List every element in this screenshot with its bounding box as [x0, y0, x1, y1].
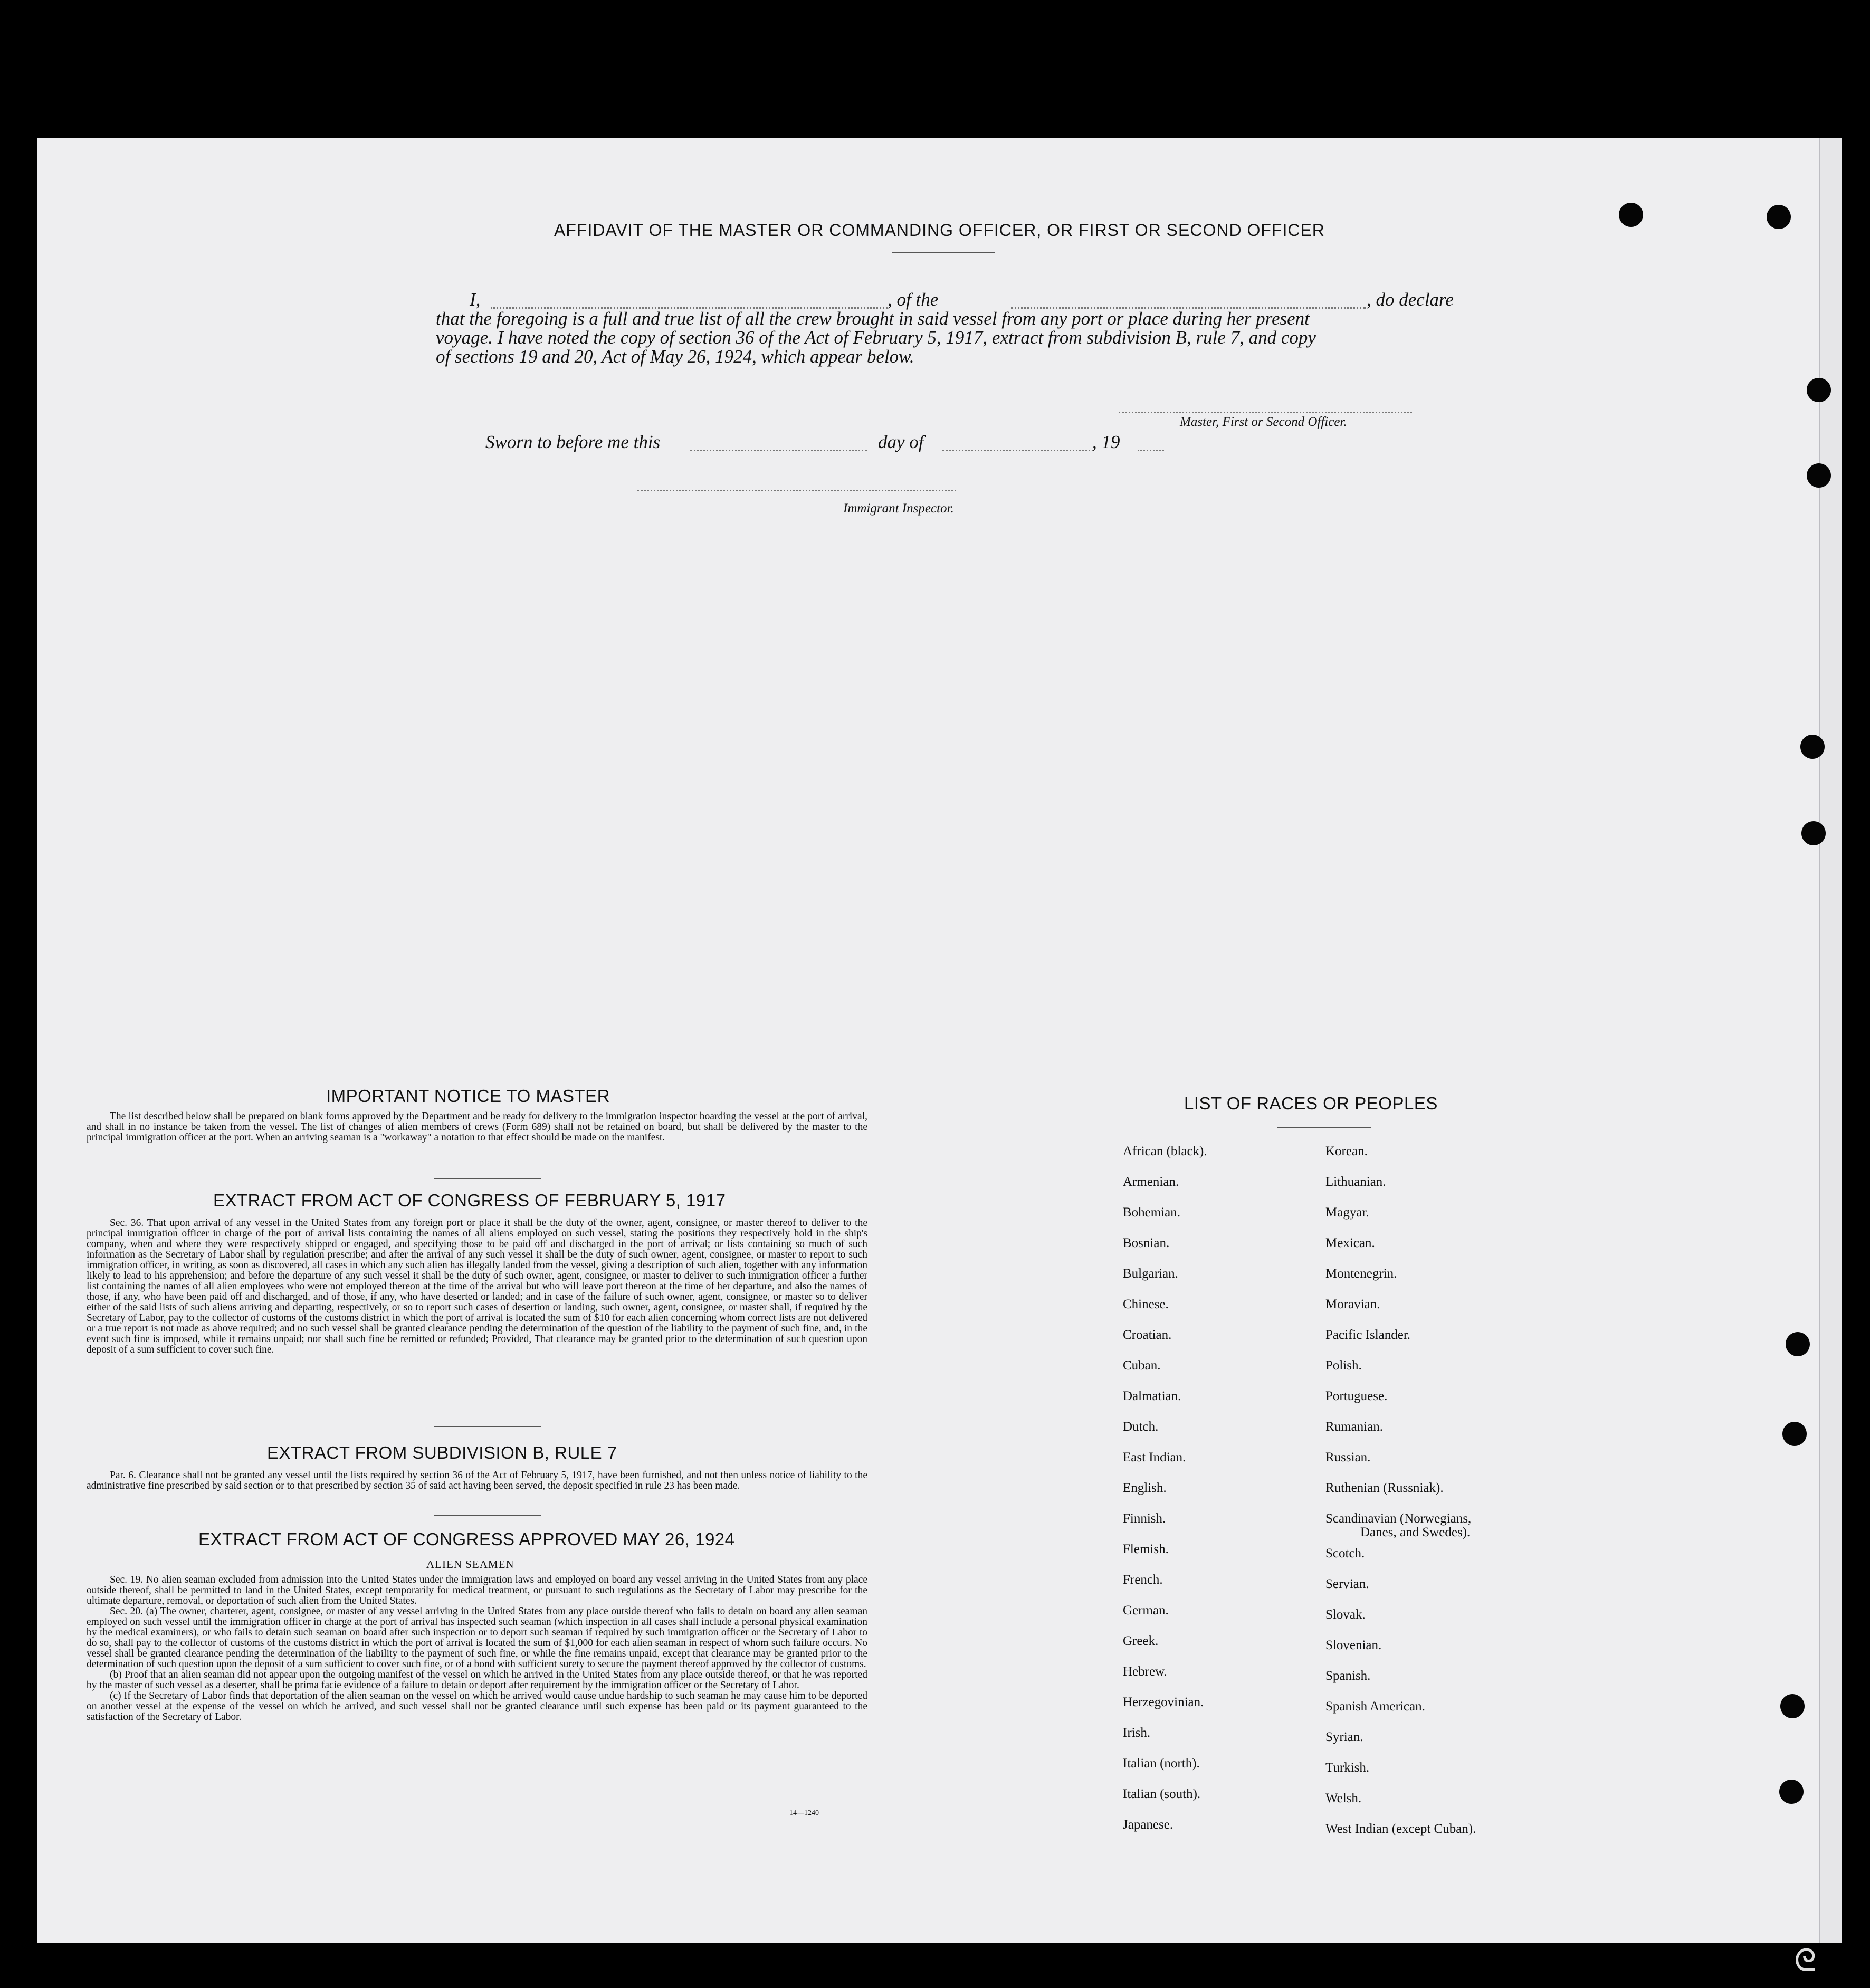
- extract-rule7-title: EXTRACT FROM SUBDIVISION B, RULE 7: [267, 1443, 617, 1462]
- sworn-month-blank-field: [942, 450, 1094, 451]
- race-item-left: African (black).: [1123, 1144, 1207, 1158]
- race-item-left: French.: [1123, 1573, 1163, 1587]
- race-item-left: Croatian.: [1123, 1328, 1172, 1342]
- race-item-right: Spanish American.: [1325, 1699, 1425, 1714]
- sworn-prefix: Sworn to before me this: [485, 432, 661, 452]
- title-underline: [892, 252, 995, 253]
- race-item-right: Rumanian.: [1325, 1420, 1384, 1434]
- punch-hole-icon: [1800, 735, 1825, 759]
- race-item-right: Pacific Islander.: [1325, 1328, 1411, 1342]
- race-item-left: Italian (north).: [1123, 1756, 1200, 1771]
- master-signature-label: Master, First or Second Officer.: [1180, 415, 1347, 429]
- race-item-left: Herzegovinian.: [1123, 1695, 1204, 1709]
- races-title: LIST OF RACES OR PEOPLES: [1184, 1093, 1438, 1113]
- punch-hole-icon: [1801, 821, 1826, 845]
- sec-19-paragraph: Sec. 19. No alien seaman excluded from admission into the United States under the immigration laws and employed on board any vessel arriving in the United States from any place outside thereof, shall be permitted to land in the United States, except temporarily for medical treatment, or pursuant to such regulations as the Secretary of Labor may prescribe for the ultimate departure, removal, or deportation of such alien from the United States.: [87, 1574, 867, 1606]
- race-item-right: Slovak.: [1325, 1607, 1366, 1622]
- punch-hole-icon: [1767, 205, 1791, 229]
- notice-divider: [434, 1178, 541, 1179]
- race-item-right: Polish.: [1325, 1358, 1362, 1373]
- race-item-left: Finnish.: [1123, 1511, 1166, 1526]
- race-item-left: Bosnian.: [1123, 1236, 1170, 1250]
- race-item-right: Montenegrin.: [1325, 1267, 1397, 1281]
- punch-hole-icon: [1619, 203, 1643, 227]
- race-item-right: Slovenian.: [1325, 1638, 1382, 1652]
- race-item-right: Scotch.: [1325, 1546, 1365, 1561]
- race-item-left: Dutch.: [1123, 1420, 1159, 1434]
- sworn-day-of: day of: [878, 432, 924, 452]
- extract-1924-body: [87, 1575, 867, 1723]
- race-item-right: Syrian.: [1325, 1730, 1363, 1744]
- race-item-right: Scandinavian (Norwegians,: [1325, 1511, 1472, 1526]
- sworn-year: , 19: [1092, 432, 1120, 452]
- extract-1924-title: EXTRACT FROM ACT OF CONGRESS APPROVED MAY 26, 1924: [198, 1529, 735, 1549]
- page-fold-edge: [1819, 138, 1842, 1943]
- race-item-left: Bulgarian.: [1123, 1267, 1178, 1281]
- race-item-right: Russian.: [1325, 1450, 1371, 1464]
- extract-1917-divider: [434, 1426, 541, 1427]
- sworn-day-blank-field: [690, 450, 867, 451]
- race-continuation: Danes, and Swedes).: [1360, 1525, 1471, 1539]
- notice-title: IMPORTANT NOTICE TO MASTER: [326, 1086, 610, 1106]
- punch-hole-icon: [1782, 1422, 1807, 1446]
- affidavit-i: I,: [470, 289, 481, 310]
- races-divider: [1277, 1127, 1371, 1128]
- race-item-left: Greek.: [1123, 1634, 1159, 1648]
- notice-body: [87, 1111, 867, 1143]
- race-item-left: Flemish.: [1123, 1542, 1169, 1556]
- punch-hole-icon: [1780, 1694, 1805, 1718]
- punch-hole-icon: [1779, 1780, 1804, 1804]
- punch-hole-icon: [1807, 463, 1831, 488]
- race-item-right: Magyar.: [1325, 1205, 1369, 1220]
- affidavit-line-3: voyage. I have noted the copy of section 36 of the Act of February 5, 1917, extract from subdivision B, rule 7, and copy: [436, 327, 1316, 348]
- race-item-right: Welsh.: [1325, 1791, 1362, 1805]
- form-code: 14—1240: [789, 1809, 819, 1817]
- race-item-left: Japanese.: [1123, 1818, 1173, 1832]
- affidavit-declare: , do declare: [1367, 289, 1454, 310]
- sworn-line: [485, 432, 1203, 455]
- punch-hole-icon: [1807, 378, 1831, 402]
- par-6-paragraph: Par. 6. Clearance shall not be granted any vessel until the lists required by section 36 of the Act of February 5, 1917, have been furnished, and not then unless notice of liability to the administrative fine prescribed by said section or to that prescribed by section 35 of said act having been served, the deposit specified in rule 23 has been made.: [87, 1470, 867, 1491]
- sec-20a-paragraph: Sec. 20. (a) The owner, charterer, agent, consignee, or master of any vessel arriving in the United States from any place outside thereof who fails to detain on board any alien seaman employed on such vessel until the immigration officer in charge at the port of arrival has inspected such seaman (which inspection in all cases shall include a personal physical examination by the medical examiners), or who fails to detain such seaman on board after such inspection or to deport such seaman if required by such immigration officer or the Secretary of Labor to do so, shall pay to the collector of customs of the customs district in which the port of arrival is located the sum of $1,000 for each alien seaman in respect of whom such failure occurs. No vessel shall be granted clearance pending the determination of the liability to the payment of such fine, or while the fine remains unpaid, except that clearance may be granted prior to the determination of such question upon the deposit of a sum sufficient to cover such fine, or of a bond with sufficient surety to secure the payment thereof approved by the collector of customs.: [87, 1606, 867, 1670]
- sec-36-paragraph: Sec. 36. That upon arrival of any vessel in the United States from any foreign port or place it shall be the duty of the owner, agent, consignee, or master thereof to deliver to the principal immigration officer in charge of the port of arrival lists containing the names of all aliens employed on such vessel, stating the positions they respectively hold in the ship's company, when and where they were respectively shipped or engaged, and specifying those to be paid off and discharged in the port of arrival; or lists containing so much of such information as the Secretary of Labor shall by regulation prescribe; and after the arrival of any such vessel it shall be the duty of such owner, agent, consignee, or master to report to such immigration officer, in writing, as soon as discovered, all cases in which any such alien has illegally landed from the vessel, giving a description of such alien, together with any information likely to lead to his apprehension; and before the departure of any such vessel it shall be the duty of such owner, agent, consignee, or master to deliver to such immigration officer a further list containing the names of all alien employees who were not employed thereon at the time of the arrival but who will leave port thereon at the time of her departure, and also the names of those, if any, who have been paid off and discharged, and of those, if any, who have deserted or landed; and in case of the failure of such owner, agent, consignee, or master so to deliver either of the said lists of such aliens arriving and departing, respectively, or so to report such cases of desertion or landing, such owner, agent, consignee, or master shall, if required by the Secretary of Labor, pay to the collector of customs of the customs district in which the port of arrival is located the sum of $10 for each alien concerning whom correct lists are not delivered or a true report is not made as above required; and no such vessel shall be granted clearance pending the determination of the question of the liability to the payment of such fine, and, in the event such fine is imposed, while it remains unpaid; nor shall such fine be remitted or refunded; Provided, That clearance may be granted prior to the determination of such question upon deposit of a sum sufficient to cover such fine.: [87, 1217, 867, 1355]
- race-item-left: English.: [1123, 1481, 1167, 1495]
- race-item-left: Bohemian.: [1123, 1205, 1181, 1220]
- race-item-right: Spanish.: [1325, 1669, 1371, 1683]
- master-signature-line: [1119, 412, 1412, 413]
- race-item-right: Turkish.: [1325, 1761, 1370, 1775]
- race-item-left: Cuban.: [1123, 1358, 1161, 1373]
- affidavit-line-2: that the foregoing is a full and true list of all the crew brought in said vessel from any port or place during her present: [436, 308, 1310, 329]
- race-item-right: Moravian.: [1325, 1297, 1380, 1311]
- race-item-right: Servian.: [1325, 1577, 1369, 1591]
- race-item-left: Dalmatian.: [1123, 1389, 1181, 1403]
- race-item-right: Portuguese.: [1325, 1389, 1388, 1403]
- race-item-left: Chinese.: [1123, 1297, 1169, 1311]
- sec-20b-paragraph: (b) Proof that an alien seaman did not appear upon the outgoing manifest of the vessel on which he arrived in the United States from any place outside thereof, or that he was reported by the master of such vessel as a deserter, shall be prima facie evidence of a failure to detain or deport after requirement by the immigration officer or the Secretary of Labor.: [87, 1669, 867, 1691]
- sec-20c-paragraph: (c) If the Secretary of Labor finds that deportation of the alien seaman on the vessel on which he arrived would cause undue hardship to such seaman he may cause him to be deported on another vessel at the expense of the vessel on which he arrived, and such vessel shall not be granted clearance until such expense has been paid or its payment guaranteed to the satisfaction of the Secretary of Labor.: [87, 1690, 867, 1723]
- extract-1917-body: [87, 1218, 867, 1355]
- handwritten-edge-mark-icon: ᘓ: [1794, 1942, 1817, 1979]
- punch-hole-icon: [1786, 1332, 1810, 1356]
- race-item-right: Ruthenian (Russniak).: [1325, 1481, 1444, 1495]
- notice-paragraph: The list described below shall be prepared on blank forms approved by the Department and be ready for delivery to the immigration inspector boarding the vessel at the port of arrival, and shall in no instance be taken from the vessel. The list of changes of alien members of crews (Form 689) shall not be retained on board, but shall be delivered by the master to the principal immigration officer at the port. When an arriving seaman is a "workaway" a notation to that effect should be made on the manifest.: [87, 1111, 867, 1143]
- inspector-signature-line: [637, 490, 956, 491]
- affidavit-title: AFFIDAVIT OF THE MASTER OR COMMANDING OFFICER, OR FIRST OR SECOND OFFICER: [554, 221, 1325, 240]
- race-item-left: Irish.: [1123, 1726, 1151, 1740]
- race-item-right: Lithuanian.: [1325, 1175, 1386, 1189]
- race-item-left: Hebrew.: [1123, 1664, 1167, 1679]
- extract-1924-subtitle: ALIEN SEAMEN: [426, 1558, 514, 1571]
- sworn-year-blank-field: [1138, 450, 1164, 451]
- race-item-right: Korean.: [1325, 1144, 1368, 1158]
- extract-1917-title: EXTRACT FROM ACT OF CONGRESS OF FEBRUARY 5, 1917: [213, 1191, 726, 1210]
- extract-rule7-divider: [434, 1515, 541, 1516]
- affidavit-of-the: , of the: [888, 289, 939, 310]
- race-item-left: Italian (south).: [1123, 1787, 1201, 1801]
- race-item-left: East Indian.: [1123, 1450, 1186, 1464]
- affidavit-line-4: of sections 19 and 20, Act of May 26, 1924, which appear below.: [436, 346, 914, 367]
- race-item-right: West Indian (except Cuban).: [1325, 1822, 1476, 1836]
- extract-rule7-body: [87, 1470, 867, 1491]
- race-item-left: German.: [1123, 1603, 1169, 1618]
- race-item-right: Mexican.: [1325, 1236, 1375, 1250]
- inspector-signature-label: Immigrant Inspector.: [843, 501, 954, 516]
- race-item-left: Armenian.: [1123, 1175, 1179, 1189]
